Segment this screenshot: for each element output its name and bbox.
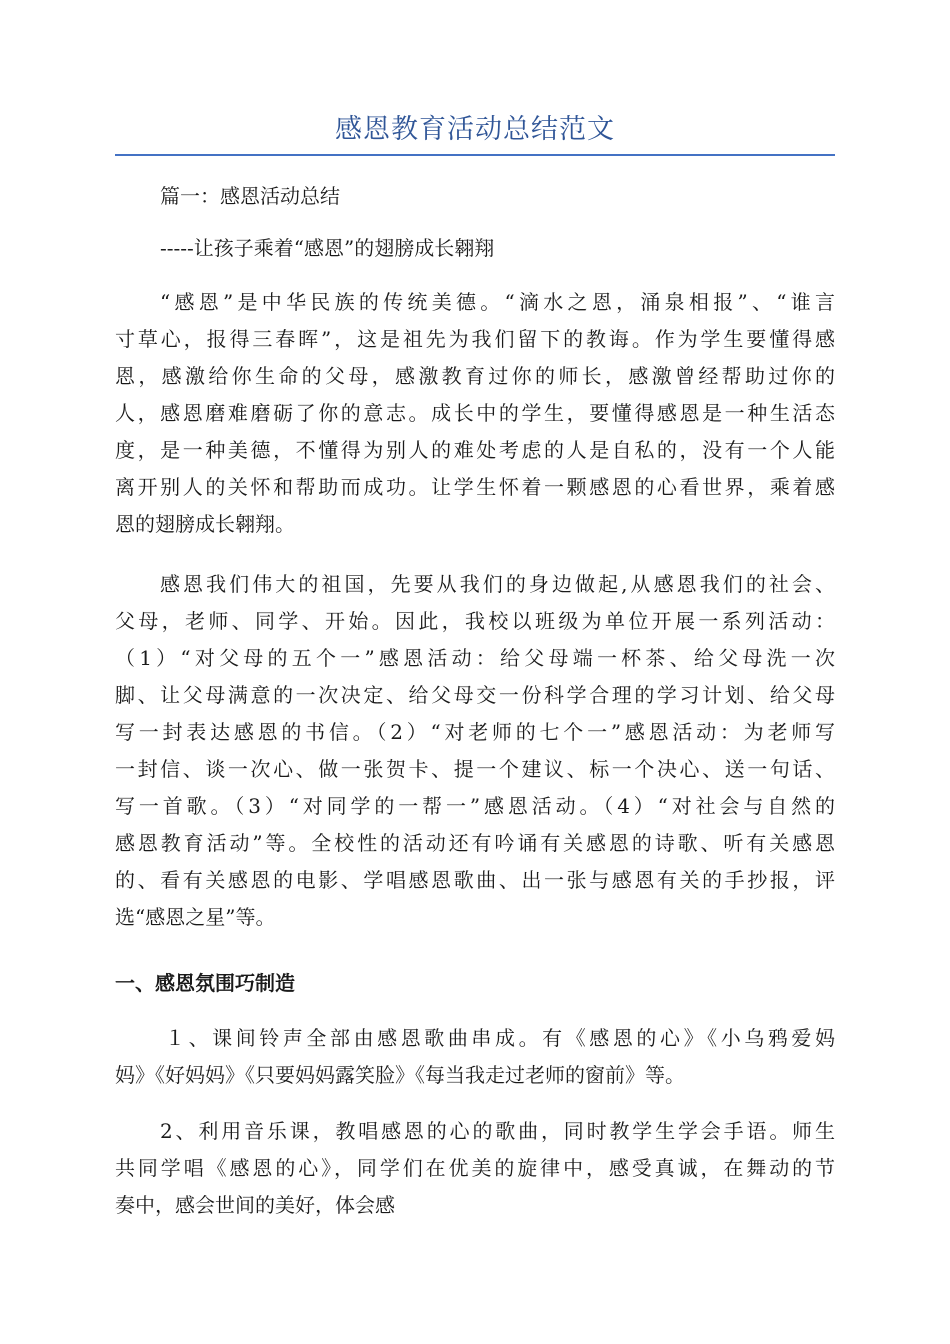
paragraph-line: 人，感恩磨难磨砺了你的意志。成长中的学生，要懂得感恩是一种生活态 — [115, 401, 835, 425]
paragraph-line: 一封信、谈一次心、做一张贺卡、提一个建议、标一个决心、送一句话、 — [115, 757, 835, 781]
paragraph-line: 感恩我们伟大的祖国，先要从我们的身边做起,从感恩我们的社会、 — [160, 572, 835, 596]
paragraph-line: 恩，感激给你生命的父母，感激教育过你的师长，感激曾经帮助过你的 — [115, 364, 835, 388]
paragraph-line: 脚、让父母满意的一次决定、给父母交一份科学合理的学习计划、给父母 — [115, 683, 835, 707]
subtitle: -----让孩子乘着“感恩”的翅膀成长翱翔 — [160, 236, 495, 260]
paragraph-line: 感恩教育活动”等。全校性的活动还有吟诵有关感恩的诗歌、听有关感恩 — [115, 831, 835, 855]
paragraph-line: 寸草心，报得三春晖”，这是祖先为我们留下的教诲。作为学生要懂得感 — [115, 327, 835, 351]
paragraph-line: 恩的翅膀成长翱翔。 — [115, 512, 295, 536]
section-label: 篇一：感恩活动总结 — [160, 184, 340, 208]
title-underline — [115, 154, 835, 156]
paragraph-line: 妈》《好妈妈》《只要妈妈露笑脸》《每当我走过老师的窗前》等。 — [115, 1063, 685, 1087]
paragraph-line: 父母，老师、同学、开始。因此，我校以班级为单位开展一系列活动： — [115, 609, 835, 633]
document-title: 感恩教育活动总结范文 — [335, 114, 615, 145]
paragraph-line: 奏中，感会世间的美好，体会感 — [115, 1193, 395, 1217]
paragraph-line: 共同学唱《感恩的心》，同学们在优美的旋律中，感受真诚，在舞动的节 — [115, 1156, 835, 1180]
paragraph-line: 写一首歌。（3）“对同学的一帮一”感恩活动。（4）“对社会与自然的 — [115, 794, 835, 818]
section-heading: 一、感恩氛围巧制造 — [115, 971, 295, 995]
paragraph-line: １、课间铃声全部由感恩歌曲串成。有《感恩的心》《小乌鸦爱妈 — [165, 1026, 835, 1050]
paragraph-line: 度，是一种美德，不懂得为别人的难处考虑的人是自私的，没有一个人能 — [115, 438, 835, 462]
paragraph-line: 离开别人的关怀和帮助而成功。让学生怀着一颗感恩的心看世界，乘着感 — [115, 475, 835, 499]
paragraph-line: 写一封表达感恩的书信。（2）“对老师的七个一”感恩活动：为老师写 — [115, 720, 835, 744]
paragraph-line: 2、利用音乐课，教唱感恩的心的歌曲，同时教学生学会手语。师生 — [160, 1119, 835, 1143]
paragraph-line: 选“感恩之星”等。 — [115, 905, 276, 929]
paragraph-line: “感恩”是中华民族的传统美德。“滴水之恩，涌泉相报”、“谁言 — [160, 290, 835, 314]
paragraph-line: （1）“对父母的五个一”感恩活动：给父母端一杯茶、给父母洗一次 — [115, 646, 835, 670]
paragraph-line: 的、看有关感恩的电影、学唱感恩歌曲、出一张与感恩有关的手抄报，评 — [115, 868, 835, 892]
